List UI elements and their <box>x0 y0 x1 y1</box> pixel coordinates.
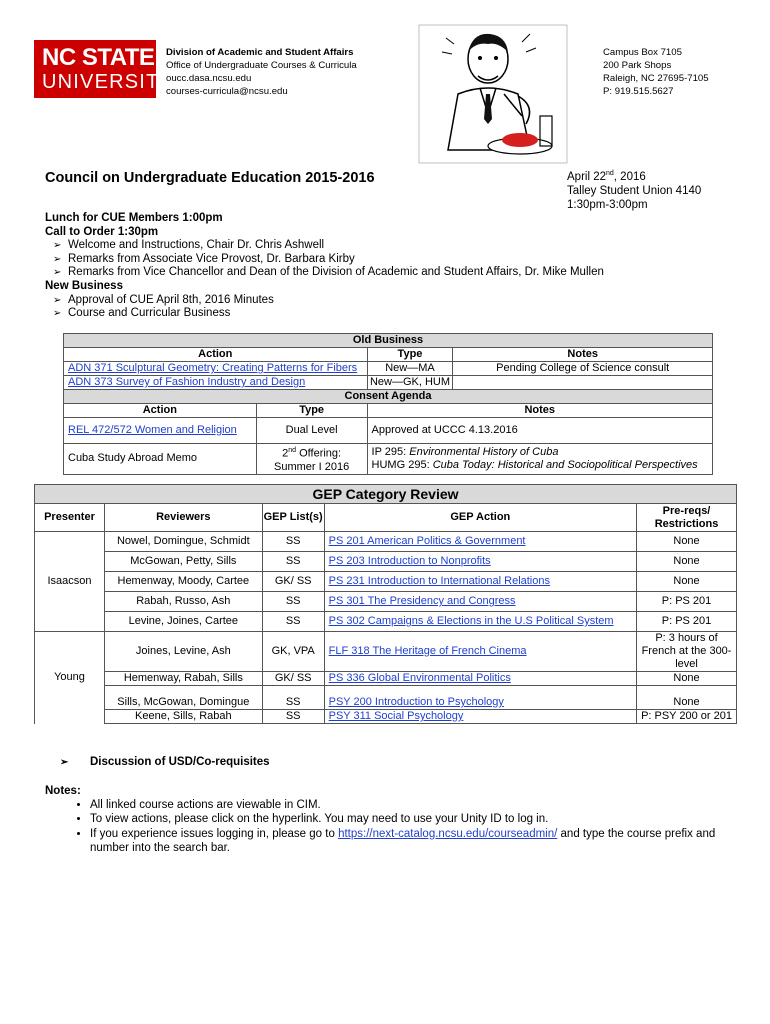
course-admin-link[interactable]: https://next-catalog.ncsu.edu/courseadmin/ <box>338 827 558 840</box>
reviewers-cell: Joines, Levine, Ash <box>104 632 262 672</box>
prereq-cell: None <box>637 552 737 572</box>
column-header: Type <box>367 348 453 362</box>
course-link-flf318[interactable]: FLF 318 The Heritage of French Cinema <box>328 645 527 657</box>
prereq-cell: P: PS 201 <box>637 612 737 632</box>
note-item: • All linked course actions are viewable in CIM. <box>90 798 745 812</box>
gep-list-cell: GK, VPA <box>262 632 324 672</box>
logo-line1: NC STATE <box>42 44 155 71</box>
office-info <box>166 46 357 98</box>
agenda-item: ➢ Remarks from Associate Vice Provost, Dr. Barbara Kirby <box>45 253 745 267</box>
gep-list-cell: SS <box>262 710 324 724</box>
call-to-order-heading: Call to Order 1:30pm <box>45 225 159 238</box>
table-row <box>64 444 713 475</box>
meeting-time: 1:30pm-3:00pm <box>567 198 648 211</box>
course-link-ps203[interactable]: PS 203 Introduction to Nonprofits <box>328 555 491 567</box>
course-link-psy200[interactable]: PSY 200 Introduction to Psychology <box>328 696 504 708</box>
course-link-rel472[interactable]: REL 472/572 Women and Religion <box>68 424 237 436</box>
notes-cell <box>453 376 713 390</box>
gep-list-cell: SS <box>262 612 324 632</box>
course-link-ps231[interactable]: PS 231 Introduction to International Relations <box>328 575 550 587</box>
agenda-item: ➢ Approval of CUE April 8th, 2016 Minutes <box>45 294 745 308</box>
table-row <box>35 710 737 724</box>
column-header: GEP List(s) <box>262 504 324 532</box>
cartoon-diner-illustration <box>418 24 568 164</box>
reviewers-cell: Rabah, Russo, Ash <box>104 592 262 612</box>
table-row <box>64 418 713 444</box>
table-row <box>35 672 737 686</box>
course-link-ps336[interactable]: PS 336 Global Environmental Politics <box>328 672 511 684</box>
document-title: Council on Undergraduate Education 2015-2016 <box>45 170 375 186</box>
reviewers-cell: McGowan, Petty, Sills <box>104 552 262 572</box>
column-header: Action <box>64 404 257 418</box>
course-link-ps201[interactable]: PS 201 American Politics & Government <box>328 535 526 547</box>
agenda-item: ➢ Welcome and Instructions, Chair Dr. Chris Ashwell <box>45 239 745 253</box>
table-row <box>35 686 737 710</box>
gep-list-cell: GK/ SS <box>262 672 324 686</box>
old-business-band: Old Business <box>64 334 713 348</box>
meeting-date: April 22nd, 2016 <box>567 170 646 183</box>
gep-band: GEP Category Review <box>35 485 737 504</box>
agenda <box>45 212 745 321</box>
nc-state-logo <box>34 40 175 98</box>
office-name: Office of Undergraduate Courses & Curricula <box>166 60 357 71</box>
new-business-heading: New Business <box>45 279 123 292</box>
column-header: Notes <box>453 348 713 362</box>
reviewers-cell: Hemenway, Moody, Cartee <box>104 572 262 592</box>
action-cell: Cuba Study Abroad Memo <box>64 444 257 475</box>
reviewers-cell: Sills, McGowan, Domingue <box>104 686 262 710</box>
reviewers-cell: Nowel, Domingue, Schmidt <box>104 532 262 552</box>
lunch-heading: Lunch for CUE Members 1:00pm <box>45 212 223 224</box>
column-header: Reviewers <box>104 504 262 532</box>
meeting-details <box>567 167 701 212</box>
column-header: Presenter <box>35 504 105 532</box>
notes-section <box>45 784 745 855</box>
column-header: Notes <box>367 404 712 418</box>
column-header: GEP Action <box>324 504 636 532</box>
course-link-adn371[interactable]: ADN 371 Sculptural Geometry: Creating Patterns for Fibers <box>68 362 358 374</box>
prereq-cell: P: PSY 200 or 201 <box>637 710 737 724</box>
consent-agenda-band: Consent Agenda <box>64 390 713 404</box>
division-name: Division of Academic and Student Affairs <box>166 47 354 58</box>
gep-list-cell: SS <box>262 592 324 612</box>
gep-list-cell: GK/ SS <box>262 572 324 592</box>
table-row <box>35 632 737 672</box>
prereq-cell: P: PS 201 <box>637 592 737 612</box>
type-cell: Dual Level <box>256 418 367 444</box>
column-header: Action <box>64 348 368 362</box>
old-business-table <box>63 333 713 475</box>
notes-cell: Approved at UCCC 4.13.2016 <box>367 418 712 444</box>
note-item: • If you experience issues logging in, please go to https://next-catalog.ncsu.edu/courseadmin/ and type the course prefix and number into the search bar. <box>90 827 745 855</box>
prereq-cell: None <box>637 572 737 592</box>
prereq-cell: None <box>637 672 737 686</box>
meeting-location: Talley Student Union 4140 <box>567 184 702 197</box>
table-row <box>35 552 737 572</box>
presenter-cell: Young <box>35 632 105 724</box>
agenda-item: ➢ Remarks from Vice Chancellor and Dean of the Division of Academic and Student Affairs, Dr. Mike Mullen <box>45 266 745 280</box>
column-header: Pre-reqs/ Restrictions <box>637 504 737 532</box>
gep-list-cell: SS <box>262 532 324 552</box>
reviewers-cell: Keene, Sills, Rabah <box>104 710 262 724</box>
table-row <box>64 362 713 376</box>
type-cell: New—GK, HUM <box>367 376 453 390</box>
table-row <box>35 612 737 632</box>
reviewers-cell: Levine, Joines, Cartee <box>104 612 262 632</box>
discussion-item: ➢ Discussion of USD/Co-requisites <box>60 756 270 768</box>
notes-cell: IP 295: Environmental History of Cuba HUMG 295: Cuba Today: Historical and Sociopolitical Perspectives <box>367 444 712 475</box>
logo-line2: UNIVERSITY <box>42 71 175 93</box>
prereq-cell: P: 3 hours of French at the 300-level <box>637 632 737 672</box>
course-link-psy311[interactable]: PSY 311 Social Psychology <box>328 710 464 722</box>
course-link-ps302[interactable]: PS 302 Campaigns & Elections in the U.S Political System <box>328 615 614 627</box>
agenda-item: ➢ Course and Curricular Business <box>45 307 745 321</box>
gep-list-cell: SS <box>262 686 324 710</box>
type-cell: New—MA <box>367 362 453 376</box>
mailing-address <box>603 46 709 98</box>
table-row <box>35 532 737 552</box>
table-row <box>35 572 737 592</box>
course-link-ps301[interactable]: PS 301 The Presidency and Congress <box>328 595 516 607</box>
notes-heading: Notes: <box>45 785 81 797</box>
gep-category-review-table <box>34 484 737 724</box>
office-website: oucc.dasa.ncsu.edu <box>166 73 252 84</box>
table-row <box>64 376 713 390</box>
type-cell: 2nd Offering: Summer I 2016 <box>256 444 367 475</box>
presenter-cell: Isaacson <box>35 532 105 632</box>
gep-list-cell: SS <box>262 552 324 572</box>
notes-cell: Pending College of Science consult <box>453 362 713 376</box>
prereq-cell: None <box>637 532 737 552</box>
column-header: Type <box>256 404 367 418</box>
reviewers-cell: Hemenway, Rabah, Sills <box>104 672 262 686</box>
prereq-cell: None <box>637 686 737 710</box>
note-item: • To view actions, please click on the hyperlink. You may need to use your Unity ID to log in. <box>90 812 745 826</box>
address-line: Raleigh, NC 27695-7105 <box>603 73 709 84</box>
table-row <box>35 592 737 612</box>
course-link-adn373[interactable]: ADN 373 Survey of Fashion Industry and Design <box>68 376 306 388</box>
phone-number: P: 919.515.5627 <box>603 86 674 97</box>
address-line: 200 Park Shops <box>603 60 672 71</box>
office-email: courses-curricula@ncsu.edu <box>166 86 288 97</box>
address-line: Campus Box 7105 <box>603 47 682 58</box>
